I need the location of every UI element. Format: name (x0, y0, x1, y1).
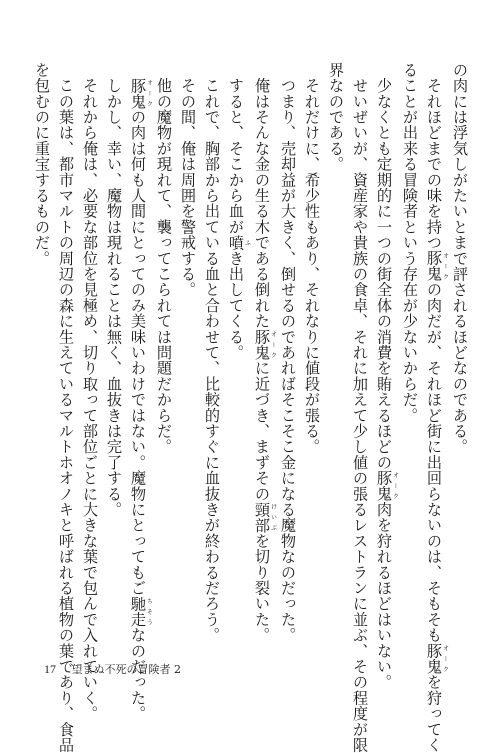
ruby-annotation: 馳走ちそう (129, 595, 153, 628)
text-line: それだけに、希少性もあり、それなりに値段が張る。 (303, 62, 321, 455)
text-line: を包むのに重宝するものだ。 (33, 62, 51, 267)
text-line: その間、俺は周囲を警戒する。 (179, 62, 197, 298)
book-title: 望まぬ不死の冒険者 2 (71, 663, 181, 676)
text-line: の肉には浮気しがたいとまで評されるほどなのである。 (451, 62, 469, 455)
text-line: それほどまでの味を持つ豚鬼オークの肉だが、それほど街に出回らないのは、そもそも豚鬼オークを狩ってく (425, 62, 449, 753)
text-line: つまり、売却益が大きく、倒せるのであればそこそこ金になる魔物なのだった。 (279, 62, 297, 643)
ruby-annotation: 豚鬼オーク (425, 642, 449, 675)
text-line: この葉は、都市マルトの周辺の森に生えているマルトホオノキと呼ばれる植物の葉であり、食品 (57, 62, 75, 753)
text-line: 豚鬼オークの肉は何も人間にとってのみ美味いわけではない。魔物にとってもご馳走ちそうなのだった。 (129, 77, 153, 722)
text-line: すると、そこから血が噴ふき出してくる。 (227, 62, 251, 361)
ruby-annotation: 頸部けいぶ (253, 501, 277, 534)
ruby-annotation: 豚鬼オーク (375, 470, 399, 502)
page-footer (44, 661, 181, 677)
text-line: せいぜいが、資産家や貴族の食卓、それに加えて少し値の張るレストランに並ぶ、その程度が限 (351, 62, 369, 753)
ruby-annotation: 豚鬼オーク (253, 328, 277, 361)
text-line: それから俺は、必要な部位を見極め、切り取って部位ごとに大きな葉で包んで入れていく。 (81, 62, 99, 722)
ruby-annotation: 豚鬼オーク (129, 77, 153, 110)
text-line: 他の魔物が現れて、襲ってこられては問題だからだ。 (155, 62, 173, 455)
ruby-annotation: 豚鬼オーク (425, 250, 449, 282)
ruby-annotation: 噴ふ (227, 234, 251, 251)
text-line: 界なのである。 (327, 62, 345, 172)
text-line: しかし、幸い、魔物は現れることは無く、血抜きは完了する。 (105, 62, 123, 518)
text-line: ることが出来る冒険者という存在が少ないからだ。 (401, 62, 419, 424)
text-line: 俺はそんな金の生る木である倒れた豚鬼オークに近づき、まずその頸部けいぶを切り裂いた。 (253, 62, 277, 643)
page-number: 17 (44, 662, 56, 676)
text-line: 少なくとも定期的に一つの街全体の消費を賄えるほどの豚鬼オーク肉を狩れるほどはいない。 (375, 62, 399, 691)
text-line: これで、胸部から出ている血と合わせて、比較的すぐに血抜きが終わるだろう。 (203, 62, 221, 643)
